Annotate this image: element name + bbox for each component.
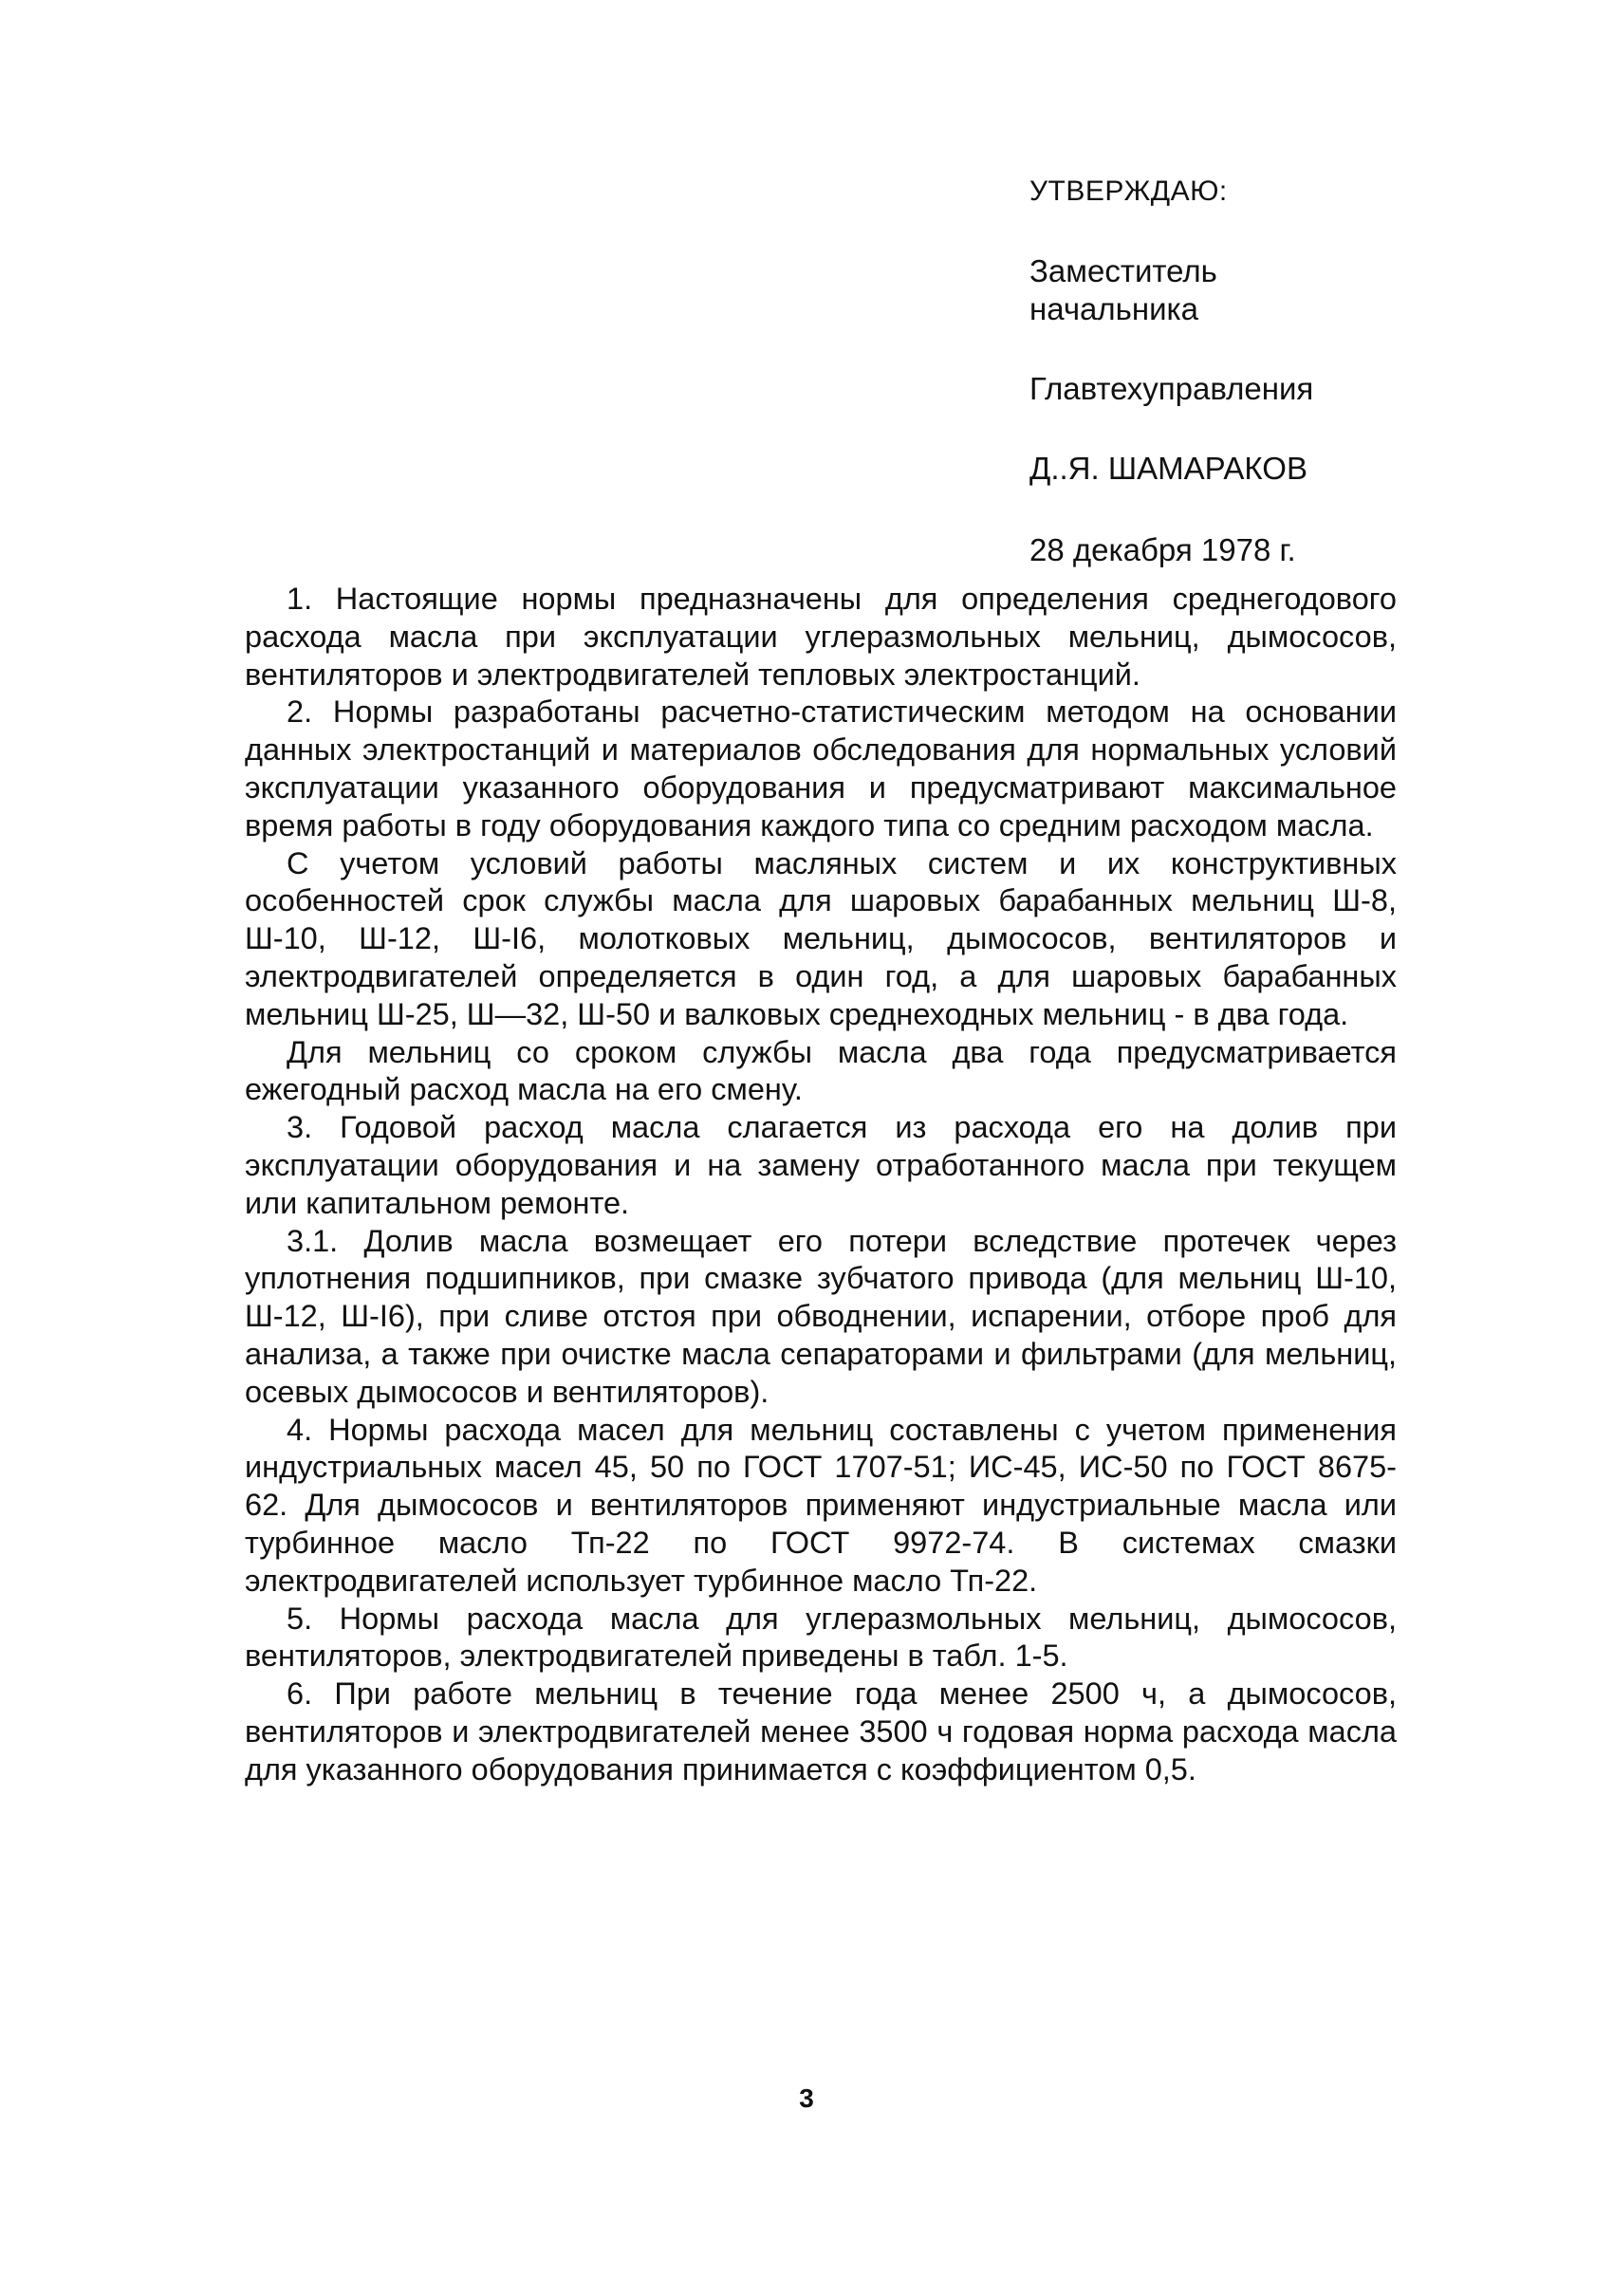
paragraph-2-continued: С учетом условий работы масляных систем и их конструктивных особенностей срок службы масла для шаровых барабанных мельниц Ш-8, Ш-10, Ш-12, Ш-I6, молотковых мельниц, дымососов, вентиляторов и электродвигателей определяется в один год, а для шаровых барабанных мельниц Ш-25, Ш—32, Ш-50 и валковых среднеходных мельниц - в два года.	[245, 845, 1397, 1031]
approval-position-line1: Заместитель	[1029, 253, 1217, 288]
approval-heading: УТВЕРЖДАЮ:	[1029, 176, 1228, 207]
paragraph-2-note: Для мельниц со сроком службы масла два года предусматривается ежегодный расход масла на его смену.	[245, 1034, 1397, 1107]
approval-department: Главтехуправления	[1029, 371, 1314, 406]
paragraph-2: 2. Нормы разработаны расчетно-статистическим методом на основании данных электростанций и материалов обследования для нормальных условий эксплуатации указанного оборудования и предусматривают максимальное время работы в году оборудования каждого типа со средним расходом масла.	[245, 694, 1397, 842]
paragraph-6: 6. При работе мельниц в течение года менее 2500 ч, а дымососов, вентиляторов и электродвигателей менее 3500 ч годовая норма расхода масла для указанного оборудования принимается с коэффициентом 0,5.	[245, 1676, 1397, 1787]
page-number: 3	[799, 2083, 814, 2113]
paragraph-3: 3. Годовой расход масла слагается из расхода его на долив при эксплуатации оборудования и на замену отработанного масла при текущем или капитальном ремонте.	[245, 1110, 1397, 1220]
paragraph-5: 5. Нормы расхода масла для углеразмольных мельниц, дымососов, вентиляторов, электродвигателей приведены в табл. 1-5.	[245, 1601, 1397, 1674]
approval-block	[1029, 173, 1523, 569]
paragraph-1: 1. Настоящие нормы предназначены для определения среднегодового расхода масла при эксплуатации углеразмольных мельниц, дымососов, вентиляторов и электродвигателей тепловых электростанций.	[245, 582, 1397, 692]
approval-signatory-name: Д..Я. ШАМАРАКОВ	[1029, 451, 1307, 486]
paragraph-4: 4. Нормы расхода масел для мельниц составлены с учетом применения индустриальных масел 45, 50 по ГОСТ 1707-51; ИС-45, ИС-50 по ГОСТ 8675-62. Для дымососов и вентиляторов применяют индустриальные масла или турбинное масло Тп-22 по ГОСТ 9972-74. В системах смазки электродвигателей использует турбинное масло Тп-22.	[245, 1412, 1397, 1598]
approval-date: 28 декабря 1978 г.	[1029, 532, 1296, 567]
document-body	[245, 581, 1397, 1789]
paragraph-3-1: 3.1. Долив масла возмещает его потери вследствие протечек через уплотнения подшипников, при смазке зубчатого привода (для мельниц Ш-10, Ш-12, Ш-I6), при сливе отстоя при обводнении, испарении, отборе проб для анализа, а также при очистке масла сепараторами и фильтрами (для мельниц, осевых дымососов и вентиляторов).	[245, 1223, 1397, 1409]
approval-position-line2: начальника	[1029, 291, 1199, 326]
